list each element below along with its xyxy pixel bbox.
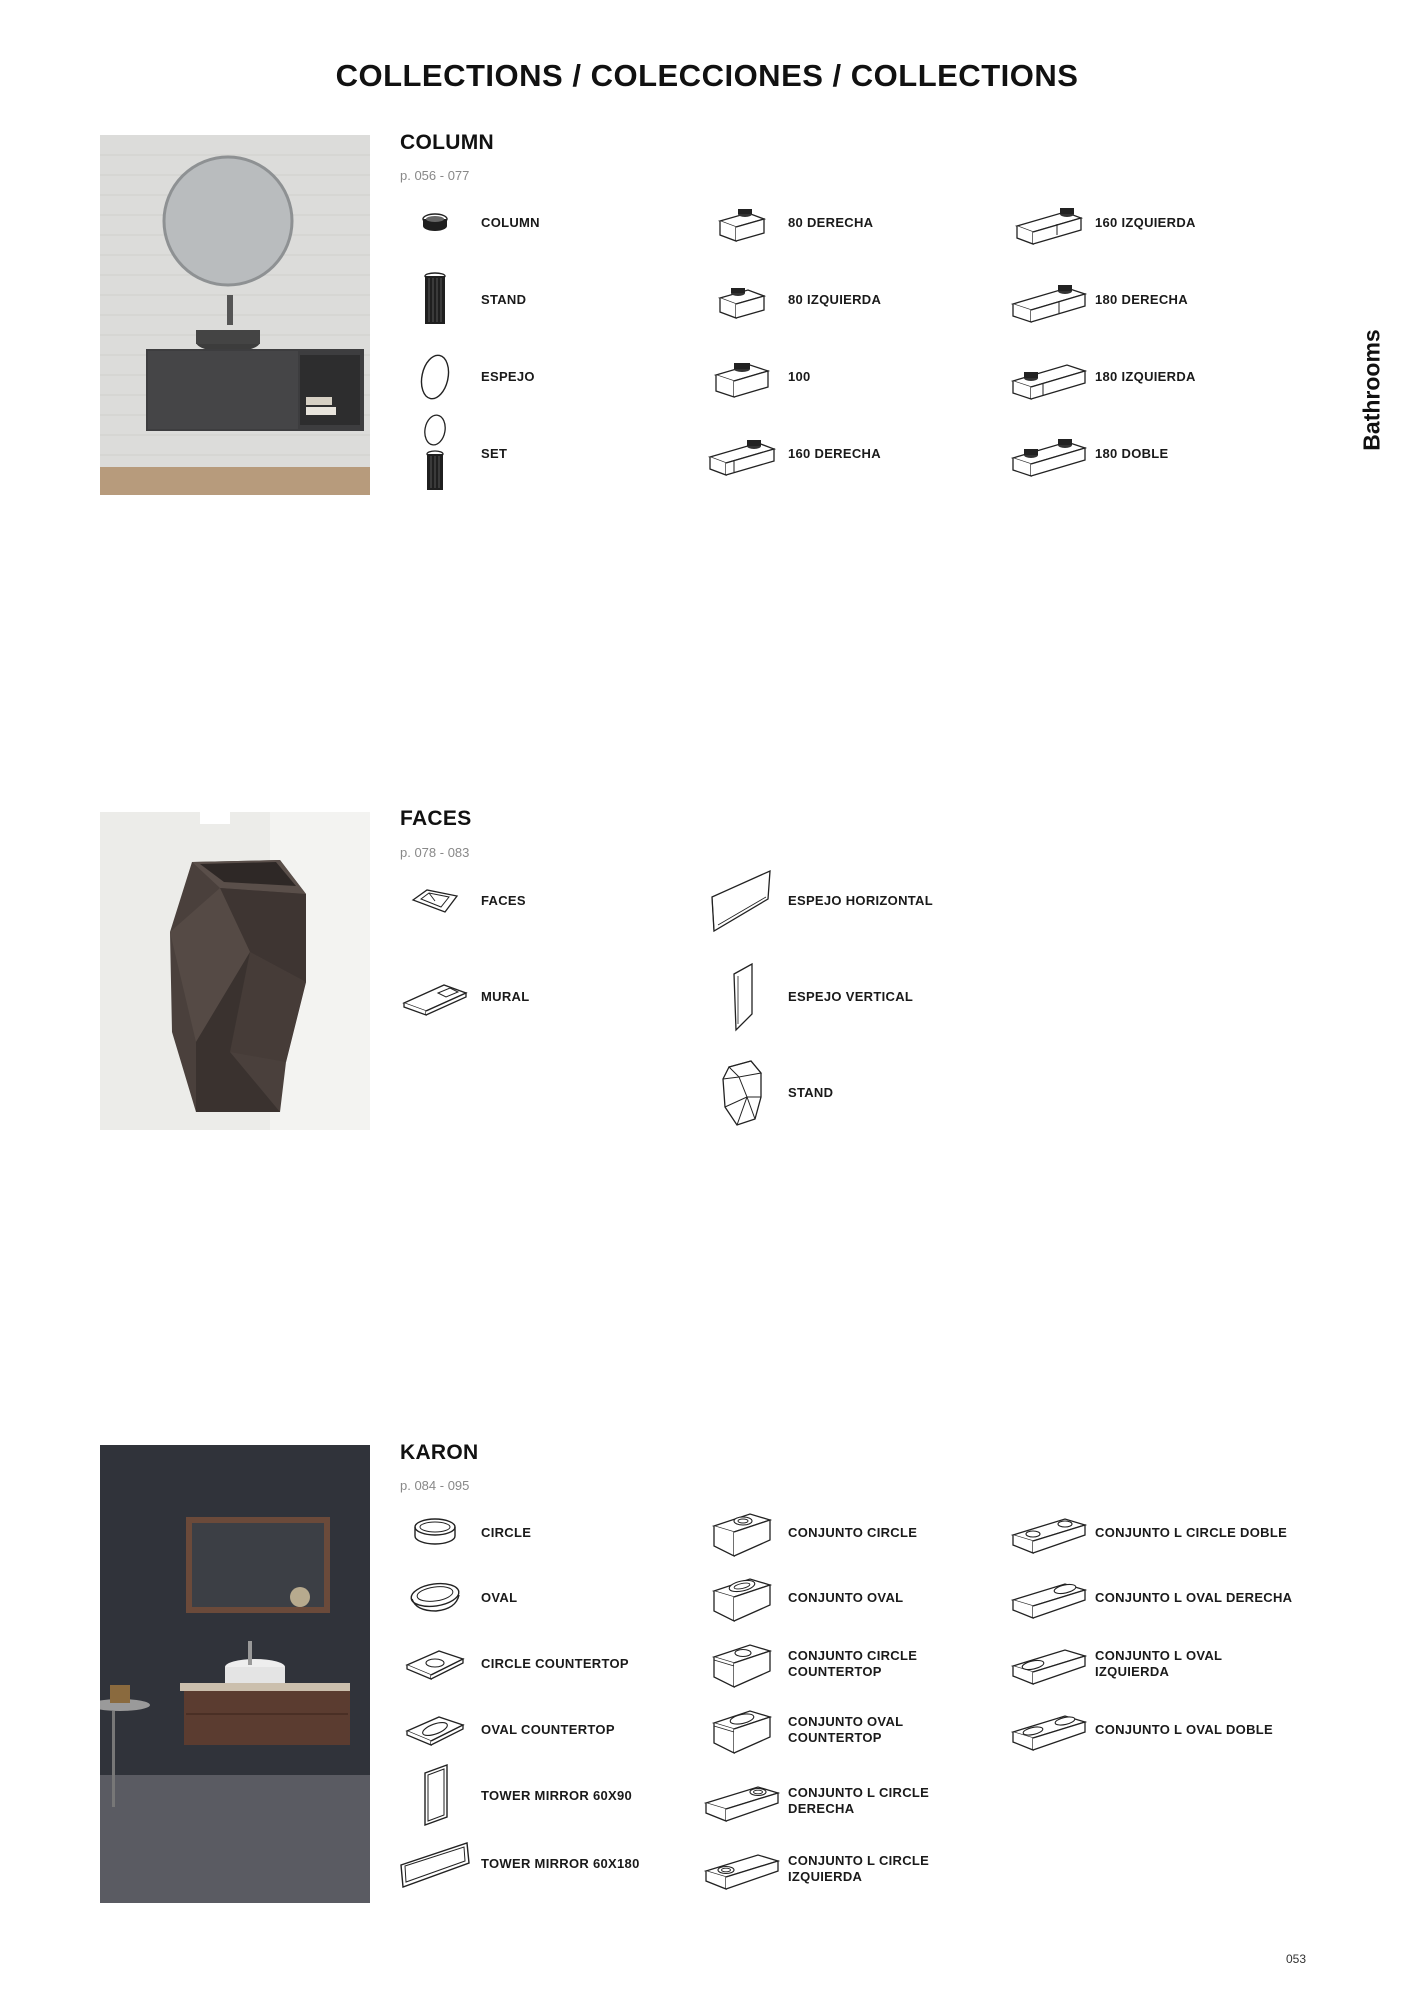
set-l-circle-left-icon — [697, 1839, 787, 1899]
product-item — [697, 270, 997, 330]
product-label: CONJUNTO L OVAL DOBLE — [1095, 1722, 1273, 1737]
product-label: 160 DERECHA — [788, 446, 881, 461]
product-label: 180 DOBLE — [1095, 446, 1169, 461]
column-vanity-photo — [100, 135, 370, 495]
karon-vanity-photo — [100, 1445, 370, 1903]
product-item — [390, 424, 690, 484]
collection-pages: p. 056 - 077 — [400, 168, 470, 183]
product-label: CIRCLE — [481, 1525, 532, 1540]
product-label: TOWER MIRROR 60X180 — [481, 1856, 640, 1871]
product-label: ESPEJO HORIZONTAL — [788, 893, 933, 908]
product-item — [1004, 1568, 1304, 1628]
product-label: STAND — [481, 292, 527, 307]
vanity-80-left-icon — [697, 270, 787, 330]
faces-pedestal-photo — [100, 812, 370, 1130]
product-label: CONJUNTO L CIRCLE DERECHA — [788, 1785, 930, 1816]
product-item — [390, 193, 690, 253]
product-item — [390, 1700, 690, 1760]
faceted-stand-icon — [697, 1063, 787, 1123]
product-label: 180 DERECHA — [1095, 292, 1188, 307]
product-item — [697, 1568, 997, 1628]
product-label: OVAL COUNTERTOP — [481, 1722, 615, 1737]
product-item — [697, 347, 997, 407]
product-item — [1004, 1634, 1304, 1694]
page-number: 053 — [1286, 1952, 1307, 1966]
product-item — [697, 1839, 997, 1899]
product-label: 180 IZQUIERDA — [1095, 369, 1196, 384]
set-circle-icon — [697, 1503, 787, 1563]
oval-basin-icon — [390, 1568, 480, 1628]
horizontal-mirror-icon — [697, 871, 787, 931]
set-oval-countertop-icon — [697, 1700, 787, 1760]
product-label: 100 — [788, 369, 811, 384]
product-label: CONJUNTO L CIRCLE IZQUIERDA — [788, 1853, 930, 1884]
set-circle-countertop-icon — [697, 1634, 787, 1694]
product-label: CONJUNTO L OVAL DERECHA — [1095, 1590, 1293, 1605]
product-item — [1004, 1503, 1304, 1563]
product-item — [697, 1634, 997, 1694]
product-item — [697, 871, 997, 931]
vanity-160-left-icon — [1004, 193, 1094, 253]
tower-mirror-60x180-icon — [390, 1834, 480, 1894]
page-title: COLLECTIONS / COLECCIONES / COLLECTIONS — [335, 58, 1079, 93]
product-item — [697, 967, 997, 1027]
vanity-180-right-icon — [1004, 270, 1094, 330]
product-label: ESPEJO VERTICAL — [788, 989, 914, 1004]
product-item — [697, 1771, 997, 1831]
product-item — [390, 1503, 690, 1563]
vanity-180-left-icon — [1004, 347, 1094, 407]
product-item — [390, 1766, 690, 1826]
collection-name: COLUMN — [400, 131, 494, 154]
product-label: CONJUNTO L OVAL IZQUIERDA — [1095, 1648, 1223, 1679]
product-item — [697, 193, 997, 253]
product-item — [1004, 193, 1304, 253]
pedestal-stand-icon — [390, 270, 480, 330]
section-side-label: Bathrooms — [1358, 329, 1385, 451]
product-label: SET — [481, 446, 508, 461]
tower-mirror-60x90-icon — [390, 1766, 480, 1826]
wall-basin-icon — [390, 967, 480, 1027]
set-oval-icon — [697, 1568, 787, 1628]
product-item — [697, 1063, 997, 1123]
vanity-160-right-icon — [697, 424, 787, 484]
product-label: STAND — [788, 1085, 834, 1100]
circle-countertop-icon — [390, 1634, 480, 1694]
product-label: TOWER MIRROR 60X90 — [481, 1788, 633, 1803]
product-label: 80 IZQUIERDA — [788, 292, 882, 307]
set-l-circle-double-icon — [1004, 1503, 1094, 1563]
product-label: ESPEJO — [481, 369, 535, 384]
collection-pages: p. 084 - 095 — [400, 1478, 470, 1493]
product-item — [697, 424, 997, 484]
product-item — [390, 1834, 690, 1894]
product-item — [390, 270, 690, 330]
product-label: CONJUNTO CIRCLE COUNTERTOP — [788, 1648, 918, 1679]
collection-name: FACES — [400, 807, 472, 830]
circle-basin-icon — [390, 1503, 480, 1563]
product-item — [1004, 424, 1304, 484]
product-item — [1004, 1700, 1304, 1760]
product-label: MURAL — [481, 989, 530, 1004]
collection-pages: p. 078 - 083 — [400, 845, 470, 860]
product-label: 160 IZQUIERDA — [1095, 215, 1196, 230]
product-label: COLUMN — [481, 215, 540, 230]
set-l-oval-double-icon — [1004, 1700, 1094, 1760]
oval-countertop-icon — [390, 1700, 480, 1760]
product-item — [697, 1700, 997, 1760]
collection-name: KARON — [400, 1441, 479, 1464]
vanity-180-double-icon — [1004, 424, 1094, 484]
product-label: CIRCLE COUNTERTOP — [481, 1656, 629, 1671]
product-item — [390, 1634, 690, 1694]
bowl-basin-icon — [390, 193, 480, 253]
vanity-100-icon — [697, 347, 787, 407]
vertical-mirror-icon — [697, 967, 787, 1027]
product-label: CONJUNTO OVAL COUNTERTOP — [788, 1714, 904, 1745]
product-label: CONJUNTO L CIRCLE DOBLE — [1095, 1525, 1288, 1540]
faceted-basin-icon — [390, 871, 480, 931]
product-item — [390, 967, 690, 1027]
product-label: CONJUNTO CIRCLE — [788, 1525, 918, 1540]
set-l-oval-right-icon — [1004, 1568, 1094, 1628]
product-item — [1004, 270, 1304, 330]
product-item — [390, 1568, 690, 1628]
product-label: FACES — [481, 893, 526, 908]
mirror-stand-set-icon — [390, 424, 480, 484]
product-item — [390, 871, 690, 931]
vanity-80-right-icon — [697, 193, 787, 253]
set-l-oval-left-icon — [1004, 1634, 1094, 1694]
product-label: OVAL — [481, 1590, 518, 1605]
set-l-circle-right-icon — [697, 1771, 787, 1831]
oval-mirror-icon — [390, 347, 480, 407]
product-item — [390, 347, 690, 407]
product-item — [697, 1503, 997, 1563]
product-label: CONJUNTO OVAL — [788, 1590, 904, 1605]
product-label: 80 DERECHA — [788, 215, 874, 230]
product-item — [1004, 347, 1304, 407]
